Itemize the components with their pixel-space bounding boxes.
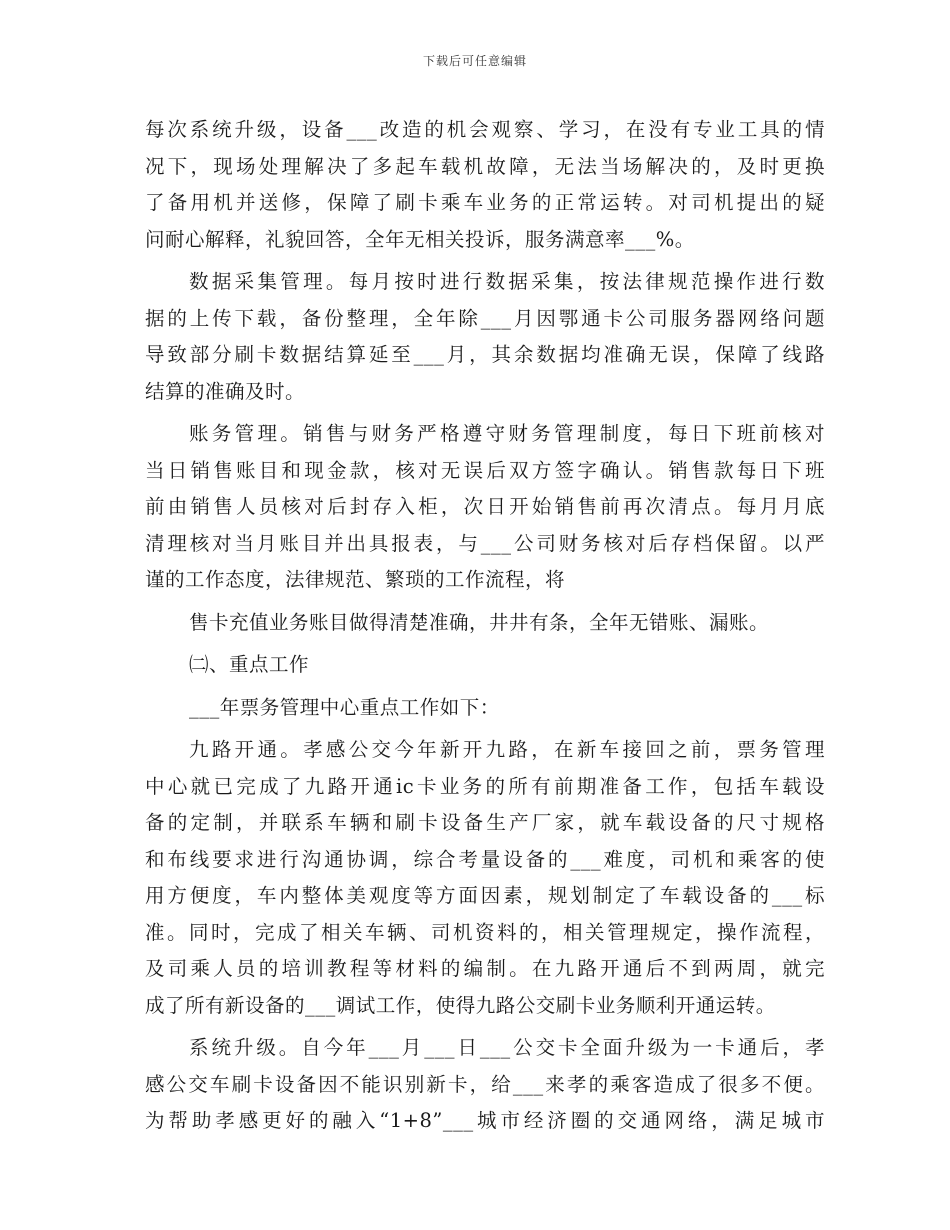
paragraph-device-maintenance [145,112,825,258]
page-header: 下载后可任意编辑 [422,54,527,68]
text-line: 成了所有新设备的___调试工作，使得九路公交刷卡业务顺利开通运转。 [145,993,776,1017]
text-line: 数据采集管理。每月按时进行数据采集，按法律规范操作进行数 [189,270,825,293]
text-line: 清理核对当月账目并出具报表，与___公司财务核对后存档保留。以严 [145,531,825,555]
paragraph-accounts [145,416,825,599]
paragraph-data-collection [145,264,825,410]
text-line: 中心就已完成了九路开通ic卡业务的所有前期准备工作，包括车载设 [145,774,825,798]
text-line: 准。同时，完成了相关车辆、司机资料的，相关管理规定，操作流程， [145,920,825,944]
text-line: 备的定制，并联系车辆和刷卡设备生产厂家，就车载设备的尺寸规格 [145,811,825,834]
text-line: ___年票务管理中心重点工作如下： [189,695,500,719]
text-line: 和布线要求进行沟通协调，综合考量设备的___难度，司机和乘客的使 [145,847,825,871]
text-line: 问耐心解释，礼貌回答，全年无相关投诉，服务满意率___%。 [145,227,695,251]
text-line: 九路开通。孝感公交今年新开九路，在新车接回之前，票务管理 [189,738,825,761]
text-line: 为帮助孝感更好的融入“1+8”___城市经济圈的交通网络，满足城市 [145,1109,825,1132]
text-line: 每次系统升级，设备___改造的机会观察、学习，在没有专业工具的情 [145,118,825,141]
text-line: 感公交车刷卡设备因不能识别新卡，给___来孝的乘客造成了很多不便。 [145,1072,825,1096]
text-line: 结算的准确及时。 [145,379,306,403]
text-line: 用方便度，车内整体美观度等方面因素，规划制定了车载设备的___标 [145,884,825,907]
text-line: 售卡充值业务账目做得清楚准确，井井有条，全年无错账、漏账。 [189,610,770,634]
text-line: 前由销售人员核对后封存入柜，次日开始销售前再次清点。每月月底 [145,495,825,518]
paragraph-route-nine [145,732,825,1024]
paragraph-key-work-intro [145,690,825,727]
text-line: 账务管理。销售与财务严格遵守财务管理制度，每日下班前核对 [189,422,825,445]
text-line: 及司乘人员的培训教程等材料的编制。在九路开通后不到两周，就完 [145,957,825,980]
paragraph-system-upgrade [145,1030,825,1140]
text-line: 导致部分刷卡数据结算延至___月，其余数据均准确无误，保障了线路 [145,343,825,366]
section-heading: ㈡、重点工作 [189,653,310,676]
text-line: 系统升级。自今年___月___日___公交卡全面升级为一卡通后，孝 [189,1036,825,1059]
paragraph-card-sales [145,605,825,642]
text-line: 据的上传下载，备份整理，全年除___月因鄂通卡公司服务器网络问题 [145,306,825,330]
text-line: 谨的工作态度，法律规范、繁琐的工作流程，将 [145,568,566,591]
section-heading-key-work [145,647,825,684]
text-line: 况下，现场处理解决了多起车载机故障，无法当场解决的，及时更换 [145,154,825,178]
text-line: 了备用机并送修，保障了刷卡乘车业务的正常运转。对司机提出的疑 [145,191,825,214]
text-line: 当日销售账目和现金款，核对无误后双方签字确认。销售款每日下班 [145,458,825,482]
document-body [145,112,825,1140]
